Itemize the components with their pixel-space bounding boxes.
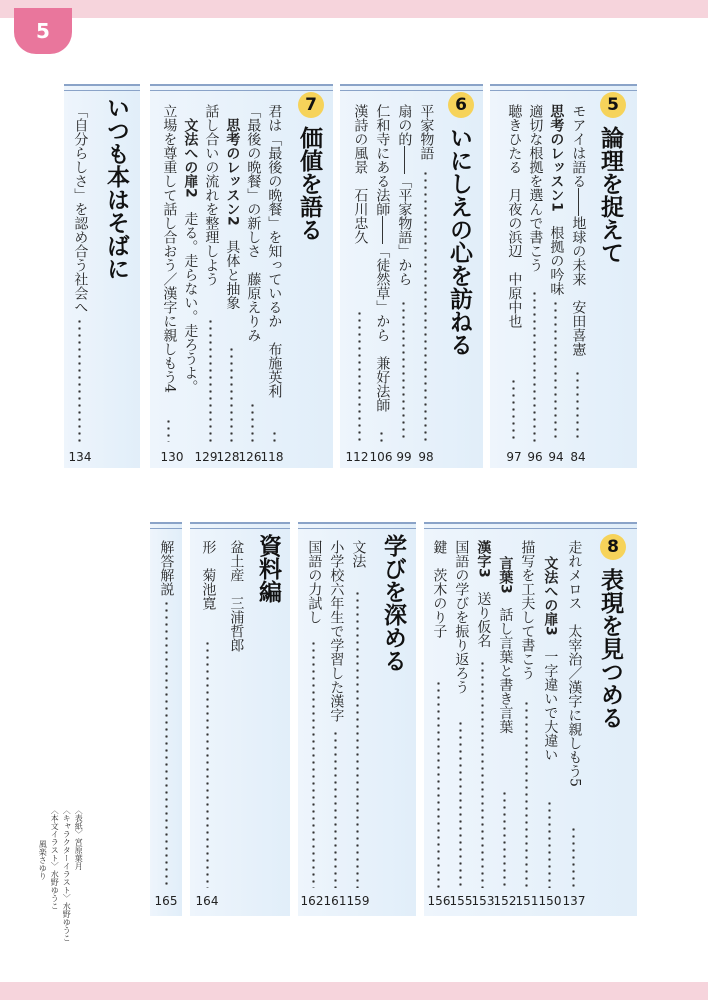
unit-7-number: 7 xyxy=(298,92,324,118)
leader-dots xyxy=(358,310,361,442)
page-ref: 112 xyxy=(345,450,369,464)
page-ref: 126 xyxy=(238,450,262,464)
credit-line: 〈キャラクターイラスト〉水野ゆうこ xyxy=(62,806,72,942)
page-ref: 156 xyxy=(427,894,451,908)
unit-5-title: 論理を捉えて xyxy=(597,126,623,264)
unit-5-number: 5 xyxy=(600,92,626,118)
toc-entry[interactable]: 話し合いの流れを整理しよう xyxy=(203,104,220,286)
page-ref: 150 xyxy=(538,894,562,908)
leader-dots xyxy=(356,590,359,888)
leader-dots xyxy=(165,600,168,888)
unit-8-title: 表現を見つめる xyxy=(597,568,623,729)
credit-line: 〈表紙〉宮原葉月 xyxy=(74,806,84,870)
toc-entry[interactable]: 漢詩の風景 石川忠久 xyxy=(352,104,369,244)
leader-dots xyxy=(533,290,536,442)
page-ref: 130 xyxy=(160,450,184,464)
leader-dots xyxy=(554,300,557,442)
page-ref: 96 xyxy=(527,450,543,464)
page-ref: 152 xyxy=(493,894,517,908)
toc-entry[interactable]: 解答解説 xyxy=(158,540,175,596)
leader-dots xyxy=(206,640,209,888)
toc-entry[interactable]: 思考のレッスン1 根拠の吟味 xyxy=(548,104,565,296)
toc-entry[interactable]: 仁和寺にある法師――「徒然草」から 兼好法師 xyxy=(374,104,391,412)
page-ref: 129 xyxy=(194,450,218,464)
toc-entry[interactable]: 文法への扉3 一字違いで大違い xyxy=(542,556,559,762)
page-ref: 128 xyxy=(216,450,240,464)
toc-entry[interactable]: 「自分らしさ」を認め合う社会へ xyxy=(72,104,89,314)
unit-deepen-title: 学びを深める xyxy=(380,534,406,672)
leader-dots xyxy=(576,370,579,442)
toc-entry[interactable]: 国語の力試し xyxy=(306,540,323,624)
toc-entry[interactable]: 走れメロス 太宰治／漢字に親しもう5 xyxy=(566,540,583,787)
credit-line: 〈本文イラスト〉水野ゆうこ xyxy=(50,806,60,910)
top-band xyxy=(0,0,708,18)
unit-6-title: いにしえの心を訪ねる xyxy=(446,126,472,356)
unit-materials-title: 資料編 xyxy=(255,534,281,603)
leader-dots xyxy=(209,318,212,442)
leader-dots xyxy=(525,700,528,888)
toc-entry[interactable]: 君は「最後の晩餐」を知っているか 布施英利 xyxy=(266,104,283,398)
leader-dots xyxy=(334,730,337,888)
toc-entry[interactable]: 漢字3 送り仮名 xyxy=(475,540,492,648)
page-ref: 155 xyxy=(449,894,473,908)
page-ref: 118 xyxy=(260,450,284,464)
toc-entry[interactable]: 聴きひたる 月夜の浜辺 中原中也 xyxy=(506,104,523,328)
page-ref: 106 xyxy=(369,450,393,464)
page-ref: 97 xyxy=(506,450,522,464)
toc-entry[interactable]: モアイは語る――地球の未来 安田喜憲 xyxy=(570,104,587,356)
leader-dots xyxy=(459,720,462,888)
page-ref: 153 xyxy=(471,894,495,908)
page-ref: 151 xyxy=(515,894,539,908)
bottom-band xyxy=(0,982,708,1000)
page-ref: 84 xyxy=(570,450,586,464)
page-ref: 134 xyxy=(68,450,92,464)
leader-dots xyxy=(481,660,484,888)
page-ref: 98 xyxy=(418,450,434,464)
leader-dots xyxy=(312,640,315,888)
unit-7-title: 価値を語る xyxy=(296,126,322,241)
page-ref: 162 xyxy=(300,894,324,908)
unit-6-number: 6 xyxy=(448,92,474,118)
page-ref: 99 xyxy=(396,450,412,464)
toc-entry[interactable]: 適切な根拠を選んで書こう xyxy=(527,104,544,272)
unit-reading-title: いつも本はそばに xyxy=(103,96,129,280)
leader-dots xyxy=(424,170,427,442)
toc-entry[interactable]: 文法 xyxy=(350,540,367,568)
leader-dots xyxy=(437,680,440,888)
toc-entry[interactable]: 鍵 茨木のり子 xyxy=(431,540,448,638)
page-ref: 94 xyxy=(548,450,564,464)
toc-entry[interactable]: 「最後の晩餐」の新しさ 藤原えりみ xyxy=(245,104,262,342)
toc-entry[interactable]: 平家物語 xyxy=(418,104,435,160)
toc-entry[interactable]: 扇の的――「平家物語」から xyxy=(396,104,413,286)
leader-dots xyxy=(503,790,506,888)
leader-dots xyxy=(512,378,515,442)
leader-dots xyxy=(230,346,233,442)
leader-dots xyxy=(548,800,551,888)
page-ref: 164 xyxy=(195,894,219,908)
toc-entry[interactable]: 小学校六年生で学習した漢字 xyxy=(328,540,345,722)
leader-dots xyxy=(167,418,170,442)
toc-entry[interactable]: 思考のレッスン2 具体と抽象 xyxy=(224,118,241,310)
leader-dots xyxy=(572,826,575,888)
leader-dots xyxy=(402,300,405,442)
page-number-tab xyxy=(14,8,72,54)
leader-dots xyxy=(380,430,383,442)
toc-entry[interactable]: 描写を工夫して書こう xyxy=(519,540,536,680)
toc-entry[interactable]: 形 菊池寛 xyxy=(200,540,217,610)
credit-line: 風楽さゆり xyxy=(38,840,48,880)
page-number: 5 xyxy=(36,19,50,43)
page-ref: 137 xyxy=(562,894,586,908)
page-ref: 165 xyxy=(154,894,178,908)
leader-dots xyxy=(273,430,276,442)
page-ref: 159 xyxy=(346,894,370,908)
unit-8-number: 8 xyxy=(600,534,626,560)
leader-dots xyxy=(78,318,81,442)
page-ref: 161 xyxy=(323,894,347,908)
toc-entry[interactable]: 文法への扉2 走る。走らない。走ろうよ。 xyxy=(182,118,199,394)
toc-entry[interactable]: 立場を尊重して話し合おう／漢字に親しもう4 xyxy=(161,104,178,393)
toc-entry[interactable]: 盆土産 三浦哲郎 xyxy=(228,540,245,652)
leader-dots xyxy=(251,402,254,442)
toc-entry[interactable]: 言葉3 話し言葉と書き言葉 xyxy=(497,556,514,734)
toc-entry[interactable]: 国語の学びを振り返ろう xyxy=(453,540,470,694)
